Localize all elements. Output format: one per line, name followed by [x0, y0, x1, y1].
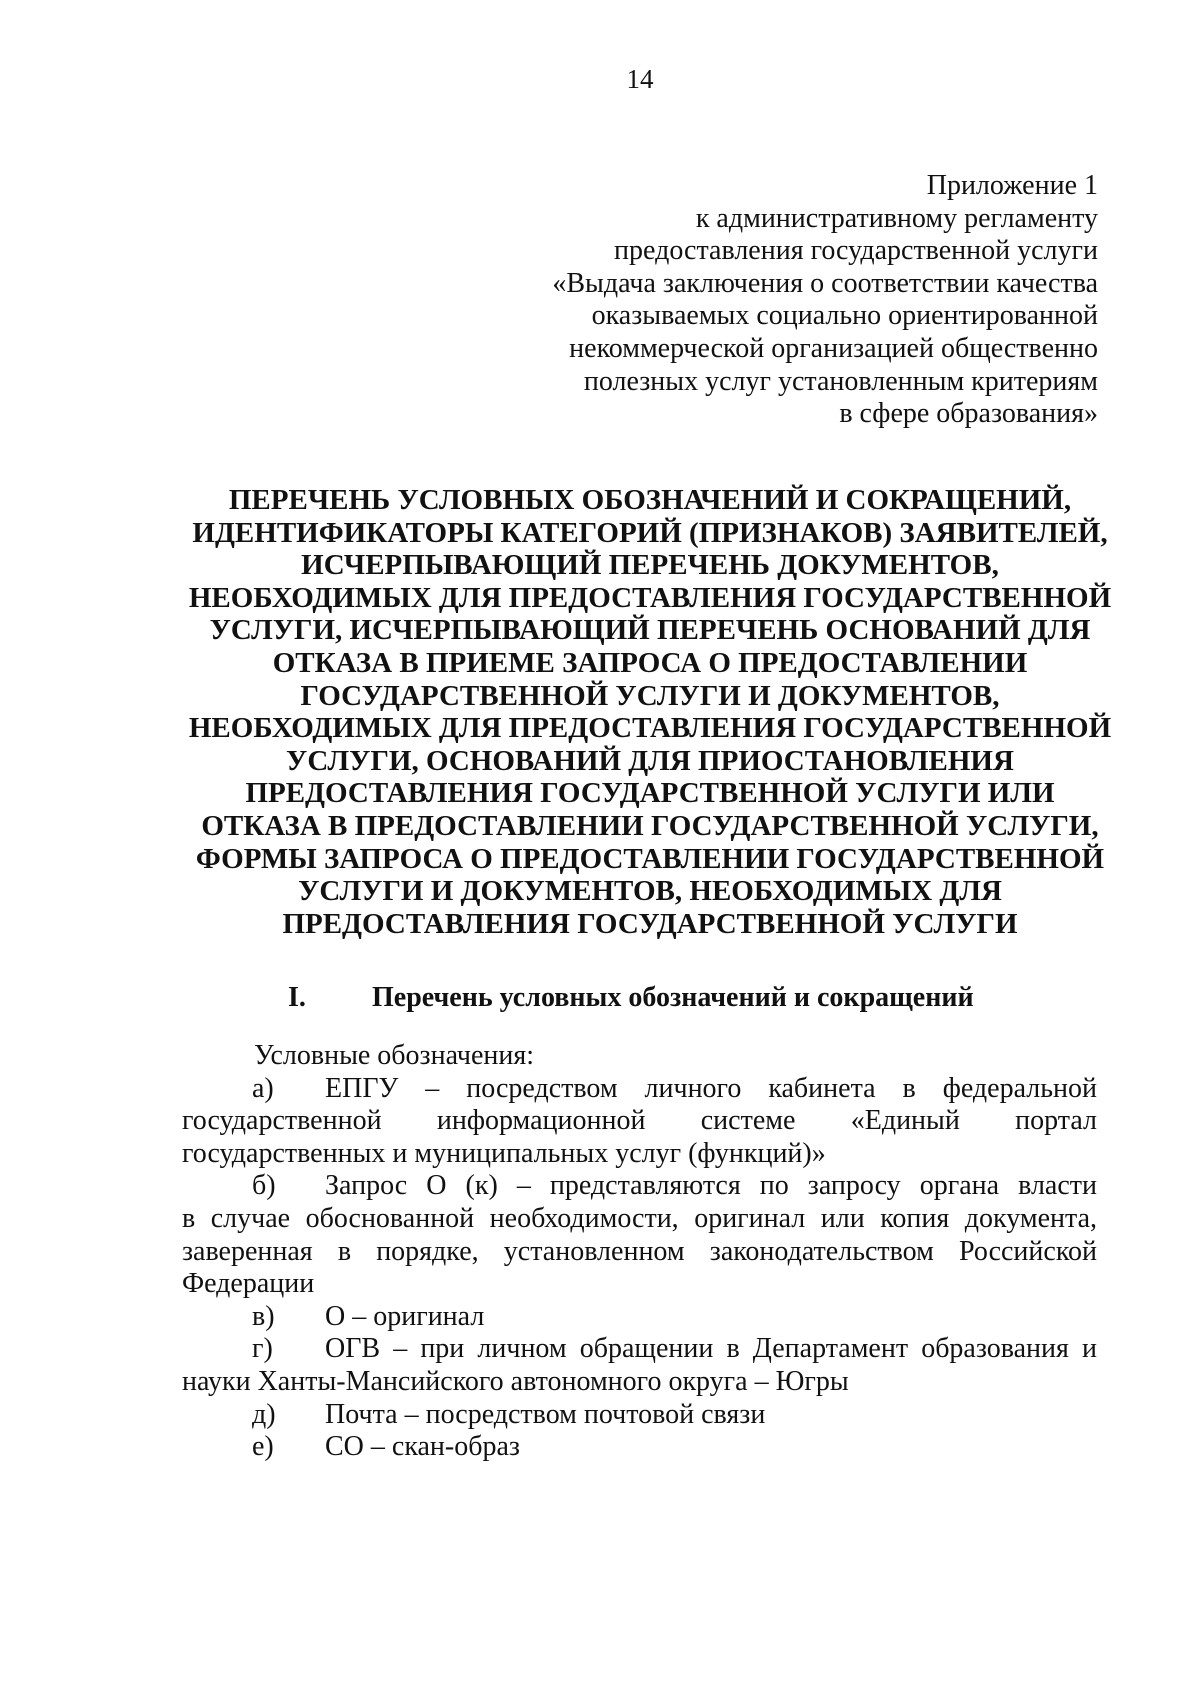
title-line: УСЛУГИ, ОСНОВАНИЙ ДЛЯ ПРИОСТАНОВЛЕНИЯ [286, 744, 1014, 777]
item-marker: е) [252, 1431, 274, 1463]
title-line: ОТКАЗА В ПРЕДОСТАВЛЕНИИ ГОСУДАРСТВЕННОЙ УСЛУГИ, [201, 809, 1099, 842]
list-item [182, 1333, 1097, 1366]
section-number: I. [288, 982, 306, 1013]
item-text: Запрос О (к) – представляются по запросу органа власти [325, 1170, 1097, 1202]
list-item [182, 1431, 1097, 1464]
item-continuation: Федерации [182, 1268, 315, 1300]
item-marker: г) [252, 1333, 273, 1365]
title-line: ПРЕДОСТАВЛЕНИЯ ГОСУДАРСТВЕННОЙ УСЛУГИ ИЛИ [245, 777, 1055, 810]
appendix-line: полезных услуг установленным критериям [583, 365, 1098, 397]
item-marker: а) [252, 1072, 274, 1104]
item-continuation: государственной информационной системе «Единый портал [182, 1105, 1097, 1137]
item-text: ЕПГУ – посредством личного кабинета в федеральной [325, 1072, 1097, 1104]
appendix-line: оказываемых социально ориентированной [591, 300, 1098, 332]
appendix-line: «Выдача заключения о соответствии качества [552, 267, 1098, 299]
section-body [182, 1040, 1097, 1464]
title-line: ПЕРЕЧЕНЬ УСЛОВНЫХ ОБОЗНАЧЕНИЙ И СОКРАЩЕНИЙ, [228, 484, 1072, 516]
title-line: НЕОБХОДИМЫХ ДЛЯ ПРЕДОСТАВЛЕНИЯ ГОСУДАРСТВЕННОЙ [188, 712, 1112, 745]
title-line: ГОСУДАРСТВЕННОЙ УСЛУГИ И ДОКУМЕНТОВ, [300, 679, 1000, 712]
appendix-header [338, 170, 1098, 431]
page-number: 14 [626, 64, 654, 94]
item-marker: б) [252, 1170, 276, 1202]
item-text: СО – скан-образ [325, 1431, 520, 1463]
list-item [182, 1301, 1097, 1334]
item-marker: д) [252, 1398, 276, 1430]
item-marker: в) [252, 1300, 275, 1332]
title-line: УСЛУГИ И ДОКУМЕНТОВ, НЕОБХОДИМЫХ ДЛЯ [298, 875, 1002, 908]
appendix-line: некоммерческой организацией общественно [569, 332, 1098, 364]
item-continuation: в случае обоснованной необходимости, оригинал или копия документа, [182, 1202, 1097, 1234]
list-item [182, 1170, 1097, 1203]
intro-text: Условные обозначения: [254, 1040, 535, 1071]
list-item [182, 1399, 1097, 1432]
section-title: Перечень условных обозначений и сокращений [372, 982, 974, 1013]
item-continuation: заверенная в порядке, установленном законодательством Российской [182, 1235, 1097, 1267]
item-continuation: государственных и муниципальных услуг (функций)» [182, 1137, 826, 1169]
title-line: ПРЕДОСТАВЛЕНИЯ ГОСУДАРСТВЕННОЙ УСЛУГИ [282, 907, 1018, 940]
appendix-line: предоставления государственной услуги [614, 235, 1098, 267]
item-text: Почта – посредством почтовой связи [325, 1398, 766, 1430]
item-continuation: науки Ханты-Мансийского автономного округа – Югры [182, 1365, 849, 1397]
document-title [160, 484, 1140, 940]
item-text: ОГВ – при личном обращении в Департамент образования и [325, 1333, 1097, 1365]
item-text: О – оригинал [325, 1300, 485, 1332]
title-line: НЕОБХОДИМЫХ ДЛЯ ПРЕДОСТАВЛЕНИЯ ГОСУДАРСТВЕННОЙ [188, 581, 1112, 614]
list-item [182, 1073, 1097, 1106]
title-line: ОТКАЗА В ПРИЕМЕ ЗАПРОСА О ПРЕДОСТАВЛЕНИИ [272, 646, 1028, 679]
title-line: ФОРМЫ ЗАПРОСА О ПРЕДОСТАВЛЕНИИ ГОСУДАРСТВЕННОЙ [195, 842, 1105, 875]
title-line: ИСЧЕРПЫВАЮЩИЙ ПЕРЕЧЕНЬ ДОКУМЕНТОВ, [301, 549, 999, 582]
title-line: ИДЕНТИФИКАТОРЫ КАТЕГОРИЙ (ПРИЗНАКОВ) ЗАЯВИТЕЛЕЙ, [192, 516, 1108, 549]
appendix-line: в сфере образования» [839, 398, 1098, 430]
appendix-line: к административному регламенту [695, 202, 1098, 234]
appendix-line: Приложение 1 [926, 170, 1098, 201]
title-line: УСЛУГИ, ИСЧЕРПЫВАЮЩИЙ ПЕРЕЧЕНЬ ОСНОВАНИЙ ДЛЯ [209, 614, 1091, 647]
